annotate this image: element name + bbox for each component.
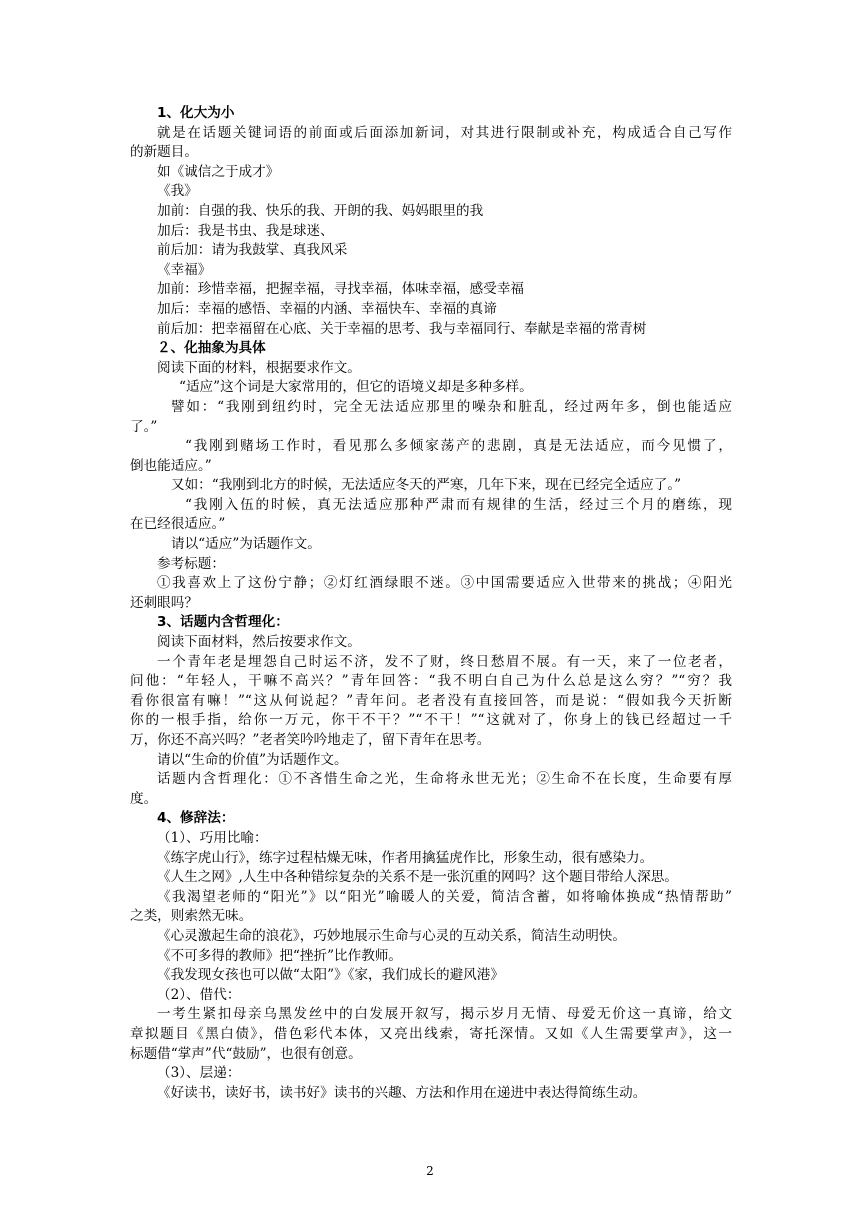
text-line: 《我发现女孩也可以做“太阳”》《家，我们成长的避风港》: [157, 967, 504, 984]
document-body: [130, 104, 732, 1103]
text-line: 的新题目。: [130, 144, 198, 161]
text-line: 加后：幸福的感悟、幸福的内涵、幸福快车、幸福的真谛: [157, 300, 497, 317]
text-line: “我刚到赌场工作时，看见那么多倾家荡产的悲剧，真是无法适应，而今见惯了，: [185, 438, 732, 455]
text-line: 请以“适应”为话题作文。: [171, 536, 321, 553]
text-line: 章拟题目《黑白债》，借色彩代本体，又亮出线索，寄托深情。又如《人生需要掌声》，这一: [130, 1025, 732, 1042]
section-heading: 3、话题内含哲理化：: [157, 614, 289, 631]
text-line: 又如：“我刚到北方的时候，无法适应冬天的严寒，几年下来，现在已经完全适应了。”: [171, 477, 682, 494]
section-heading: ２、化抽象为具体: [157, 340, 266, 357]
text-line: 还刺眼吗？: [130, 594, 198, 611]
text-line: （3）、层递：: [157, 1065, 241, 1082]
text-line: 在已经很适应。”: [130, 516, 226, 533]
text-line: 问他：“年轻人，干嘛不高兴？”青年回答：“我不明白自己为什么总是这么穷？”“穷？我: [130, 673, 732, 690]
text-line: 阅读下面材料，然后按要求作文。: [157, 634, 361, 651]
text-line: 加后：我是书虫、我是球迷、: [157, 222, 334, 239]
text-line: 一个青年老是埋怨自己时运不济，发不了财，终日愁眉不展。有一天，来了一位老者，: [157, 653, 732, 670]
text-line: 《好读书，读好书，读书好》读书的兴趣、方法和作用在递进中表达得简练生动。: [157, 1084, 647, 1101]
text-line: 《人生之网》,人生中各种错综复杂的关系不是一张沉重的网吗？这个题目带给人深思。: [157, 869, 678, 886]
text-line: 请以“生命的价值”为话题作文。: [157, 751, 348, 768]
section-heading: 1、化大为小: [157, 105, 235, 121]
text-line: 倒也能适应。”: [130, 457, 212, 474]
text-line: 《我渴望老师的“阳光”》以“阳光”喻暖人的关爱，简洁含蓄，如将喻体换成“热情帮助”: [157, 888, 732, 905]
text-line: 《幸福》: [157, 261, 212, 278]
text-line: 你的一根手指，给你一万元，你干不干？”“不干！”“这就对了，你身上的钱已经超过一千: [130, 712, 732, 729]
text-line: 标题借“掌声”代“鼓励”，也很有创意。: [130, 1045, 362, 1062]
text-line: 《练字虎山行》，练字过程枯燥无味，作者用擒猛虎作比，形象生动，很有感染力。: [157, 849, 654, 866]
text-line: （1）、巧用比喻：: [157, 829, 268, 846]
text-line: 阅读下面的材料，根据要求作文。: [157, 359, 361, 376]
text-line: 前后加：把幸福留在心底、关于幸福的思考、我与幸福同行、奉献是幸福的常青树: [157, 320, 647, 337]
text-line: 万，你还不高兴吗？”老者笑吟吟地走了，留下青年在思考。: [130, 732, 491, 748]
text-line: “我刚入伍的时候，真无法适应那种严肃而有规律的生活，经过三个月的磨练，现: [185, 496, 732, 513]
page-number: 2: [426, 1164, 434, 1178]
text-line: 《不可多得的教师》把“挫折”比作教师。: [157, 947, 402, 964]
text-line: 一考生紧扣母亲乌黑发丝中的白发展开叙写，揭示岁月无情、母爱无价这一真谛，给文: [157, 1006, 732, 1023]
text-line: ①我喜欢上了这份宁静；②灯红酒绿眼不迷。③中国需要适应入世带来的挑战；④阳光: [157, 575, 732, 592]
section-heading: 4、修辞法：: [157, 810, 235, 827]
text-line: 了。”: [130, 418, 158, 435]
text-line: 参考标题：: [157, 555, 225, 572]
text-line: 话题内含哲理化：①不吝惜生命之光，生命将永世无光；②生命不在长度，生命要有厚: [157, 771, 732, 788]
text-line: 看你很富有嘛！”“这从何说起？”青年问。老者没有直接回答，而是说：“假如我今天折断: [130, 692, 732, 709]
text-line: 如《诚信之于成才》: [157, 163, 280, 180]
text-line: 《心灵激起生命的浪花》，巧妙地展示生命与心灵的互动关系，简洁生动明快。: [157, 927, 626, 944]
text-line: 前后加：请为我鼓掌、真我风采: [157, 242, 348, 259]
text-line: “适应”这个词是大家常用的，但它的语境义却是多种多样。: [179, 379, 533, 396]
text-line: 加前：珍惜幸福，把握幸福，寻找幸福，体味幸福，感受幸福: [157, 281, 525, 298]
text-line: 加前：自强的我、快乐的我、开朗的我、妈妈眼里的我: [157, 202, 484, 219]
text-line: 《我》: [157, 183, 198, 200]
text-line: （2）、借代：: [157, 986, 241, 1003]
text-line: 之类，则索然无味。: [130, 908, 253, 925]
text-line: 就是在话题关键词语的前面或后面添加新词，对其进行限制或补充，构成适合自己写作: [157, 124, 732, 141]
text-line: 譬如：“我刚到纽约时，完全无法适应那里的噪杂和脏乱，经过两年多，倒也能适应: [171, 398, 732, 415]
text-line: 度。: [130, 790, 158, 807]
